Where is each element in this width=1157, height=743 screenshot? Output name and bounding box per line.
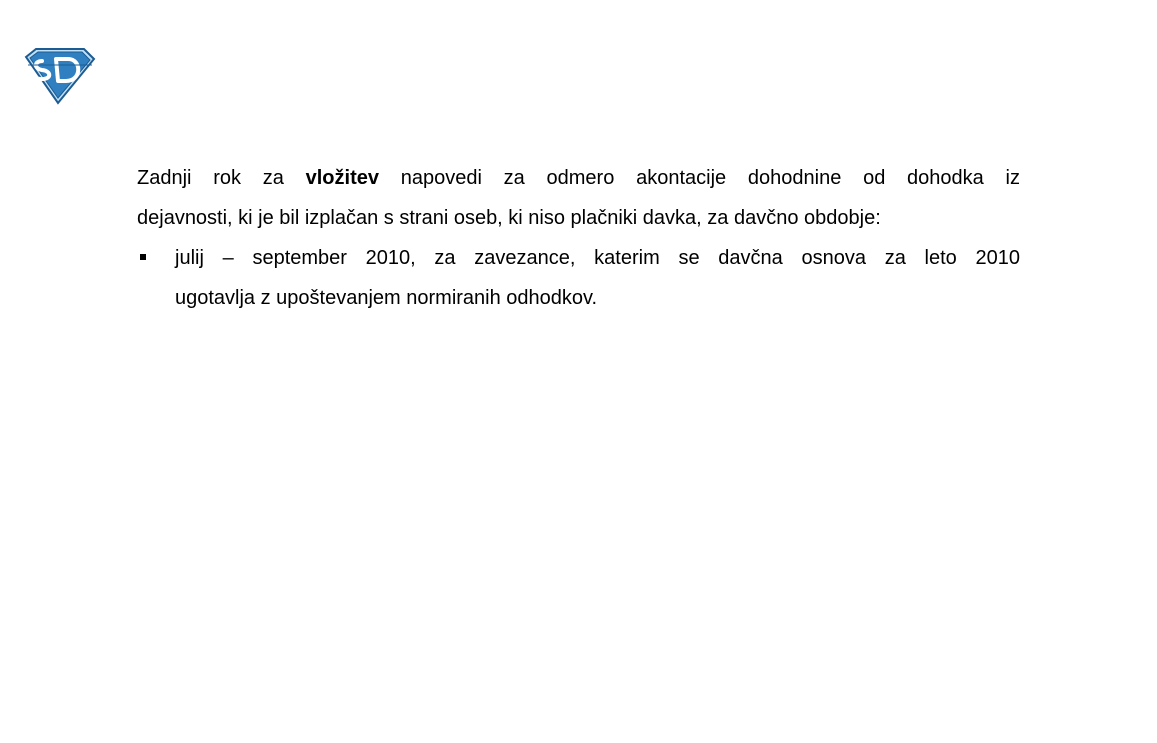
bold-term: vložitev	[305, 167, 379, 189]
deadline-paragraph	[137, 158, 1020, 238]
list-item-line-2: ugotavlja z upoštevanjem normiranih odhodkov.	[175, 287, 598, 309]
sd-logo-icon	[22, 47, 96, 105]
square-bullet-icon	[140, 254, 146, 260]
paragraph-line-2: dejavnosti, ki je bil izplačan s strani oseb, ki niso plačniki davka, za davčno obdobje:	[137, 207, 881, 229]
period-list	[137, 238, 1020, 318]
paragraph-line-1: Zadnji rok za vložitev napovedi za odmero akontacije dohodnine od dohodka iz	[137, 167, 1020, 189]
document-body	[137, 158, 1020, 318]
company-logo	[22, 47, 96, 105]
list-item-line-1: julij – september 2010, za zavezance, katerim se davčna osnova za leto 2010	[175, 247, 1020, 269]
list-item	[137, 238, 1020, 318]
